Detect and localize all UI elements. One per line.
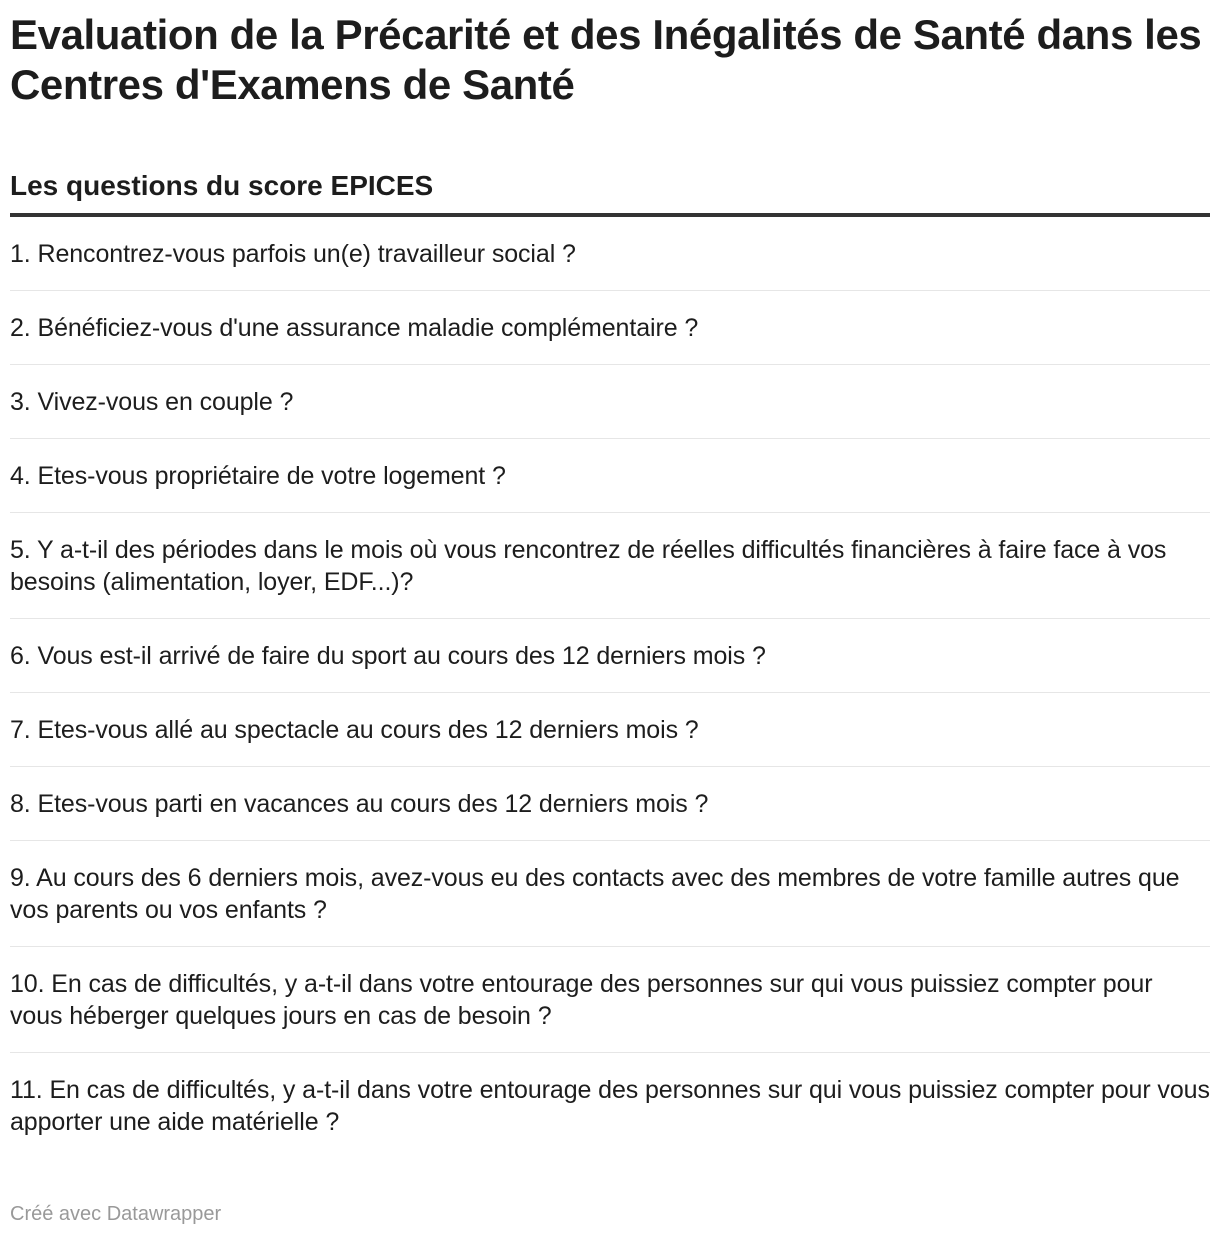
table-row-3: 3. Vivez-vous en couple ? (10, 365, 1210, 439)
table-row-6: 6. Vous est-il arrivé de faire du sport au cours des 12 derniers mois ? (10, 619, 1210, 693)
questions-table (10, 217, 1210, 1158)
datawrapper-credit-link[interactable]: Créé avec Datawrapper (10, 1203, 222, 1225)
table-row-9: 9. Au cours des 6 derniers mois, avez-vous eu des contacts avec des membres de votre famille autres que vos parents ou vos enfants ? (10, 841, 1210, 947)
table-row-5: 5. Y a-t-il des périodes dans le mois où vous rencontrez de réelles difficultés financières à faire face à vos besoins (alimentation, loyer, EDF...)? (10, 513, 1210, 619)
table-row-4: 4. Etes-vous propriétaire de votre logement ? (10, 439, 1210, 513)
page-title: Evaluation de la Précarité et des Inégalités de Santé dans les Centres d'Examens de Santé (10, 11, 1202, 108)
table-row-7: 7. Etes-vous allé au spectacle au cours des 12 derniers mois ? (10, 693, 1210, 767)
table-row-8: 8. Etes-vous parti en vacances au cours des 12 derniers mois ? (10, 767, 1210, 841)
table-row-11: 11. En cas de difficultés, y a-t-il dans votre entourage des personnes sur qui vous puissiez compter pour vous apporter une aide matérielle ? (10, 1076, 1210, 1136)
table-column-header: Les questions du score EPICES (10, 168, 1210, 217)
table-row-1: 1. Rencontrez-vous parfois un(e) travailleur social ? (10, 217, 1210, 291)
table-row-10: 10. En cas de difficultés, y a-t-il dans votre entourage des personnes sur qui vous puissiez compter pour vous héberger quelques jours en cas de besoin ? (10, 947, 1210, 1053)
table-row-2: 2. Bénéficiez-vous d'une assurance maladie complémentaire ? (10, 291, 1210, 365)
